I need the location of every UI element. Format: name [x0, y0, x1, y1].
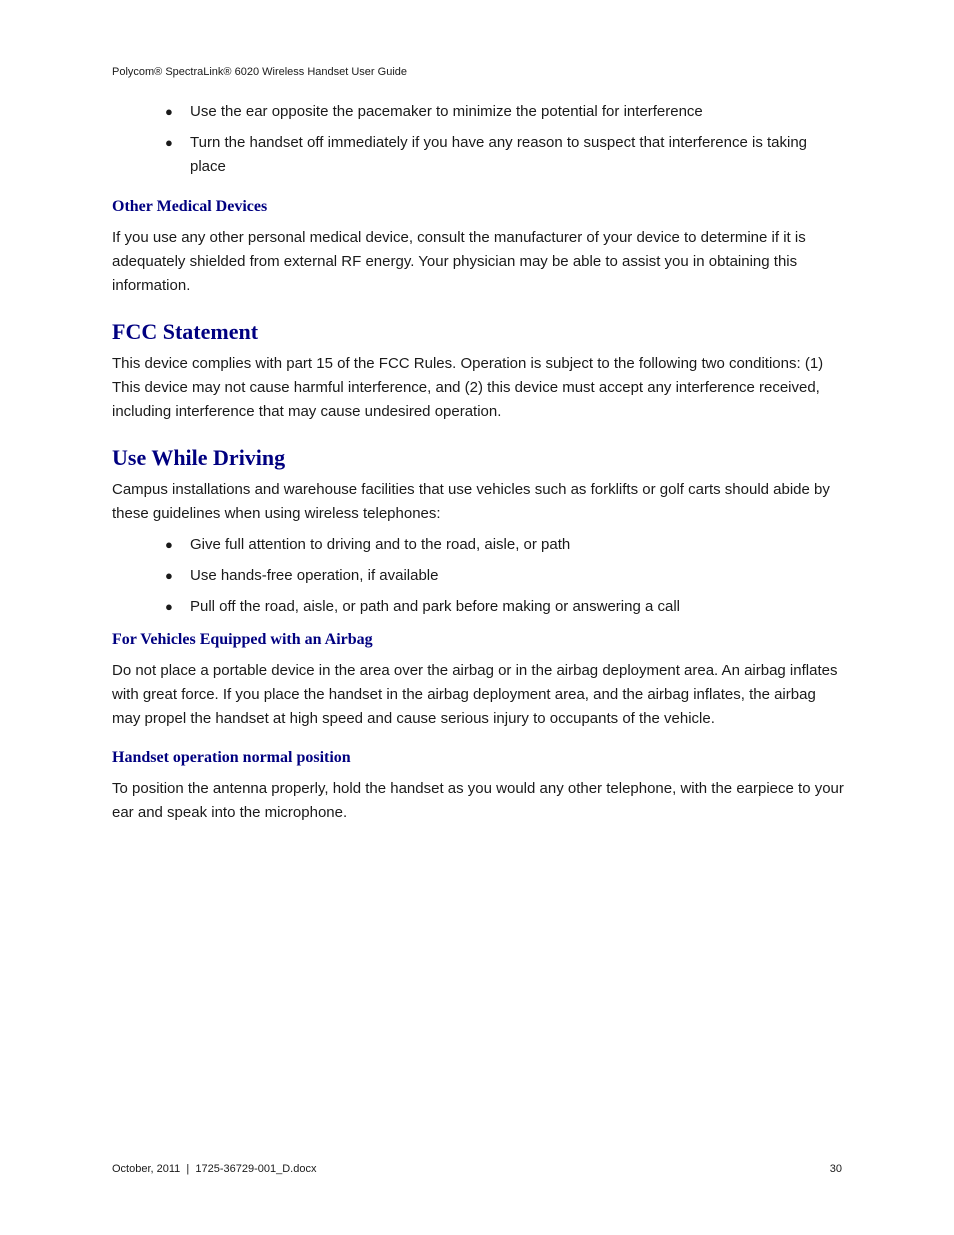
page-footer [112, 1163, 842, 1175]
list-item [165, 131, 844, 179]
bullet-icon: ● [165, 135, 173, 150]
airbag-paragraph: Do not place a portable device in the area over the airbag or in the airbag deployment area. An airbag inflates with great force. If you place the handset in the airbag deployment area, and the airbag inflates, the airbag may propel the handset at high speed and cause serious injury to occupants of the vehicle. [112, 662, 838, 727]
footer-document-info: October, 2011 | 1725-36729-001_D.docx [112, 1163, 317, 1175]
fcc-heading: FCC Statement [112, 319, 259, 344]
list-item-text: Give full attention to driving and to the road, aisle, or path [190, 536, 571, 553]
list-item-text: Use the ear opposite the pacemaker to minimize the potential for interference [190, 103, 703, 120]
list-item [165, 595, 844, 619]
other-medical-paragraph: If you use any other personal medical device, consult the manufacturer of your device to determine if it is adequately shielded from external RF energy. Your physician may be able to assist you in obtaining this information. [112, 229, 806, 294]
bullet-icon: ● [165, 568, 173, 583]
bullet-icon: ● [165, 537, 173, 552]
pacemaker-bullet-list [112, 100, 844, 179]
handset-position-paragraph: To position the antenna properly, hold the handset as you would any other telephone, with the earpiece to your ear and speak into the microphone. [112, 780, 844, 821]
list-item [165, 564, 844, 588]
list-item-text: Pull off the road, aisle, or path and park before making or answering a call [190, 598, 681, 615]
page-header: Polycom® SpectraLink® 6020 Wireless Handset User Guide [112, 66, 408, 78]
list-item-text: Turn the handset off immediately if you have any reason to suspect that interference is taking place [190, 134, 808, 175]
fcc-paragraph: This device complies with part 15 of the FCC Rules. Operation is subject to the following two conditions: (1) This device may not cause harmful interference, and (2) this device must accept any interference received, including interference that may cause undesired operation. [112, 355, 824, 420]
other-medical-heading: Other Medical Devices [112, 198, 268, 215]
list-item [165, 100, 844, 124]
bullet-icon: ● [165, 104, 173, 119]
list-item [165, 533, 844, 557]
airbag-heading: For Vehicles Equipped with an Airbag [112, 631, 373, 648]
bullet-icon: ● [165, 599, 173, 614]
page-number: 30 [829, 1163, 842, 1175]
driving-paragraph: Campus installations and warehouse facilities that use vehicles such as forklifts or golf carts should abide by these guidelines when using wireless telephones: [112, 481, 830, 522]
handset-position-heading: Handset operation normal position [112, 749, 351, 766]
list-item-text: Use hands-free operation, if available [190, 567, 439, 584]
driving-bullet-list [112, 533, 844, 619]
driving-heading: Use While Driving [112, 445, 286, 470]
page-content [112, 100, 844, 825]
